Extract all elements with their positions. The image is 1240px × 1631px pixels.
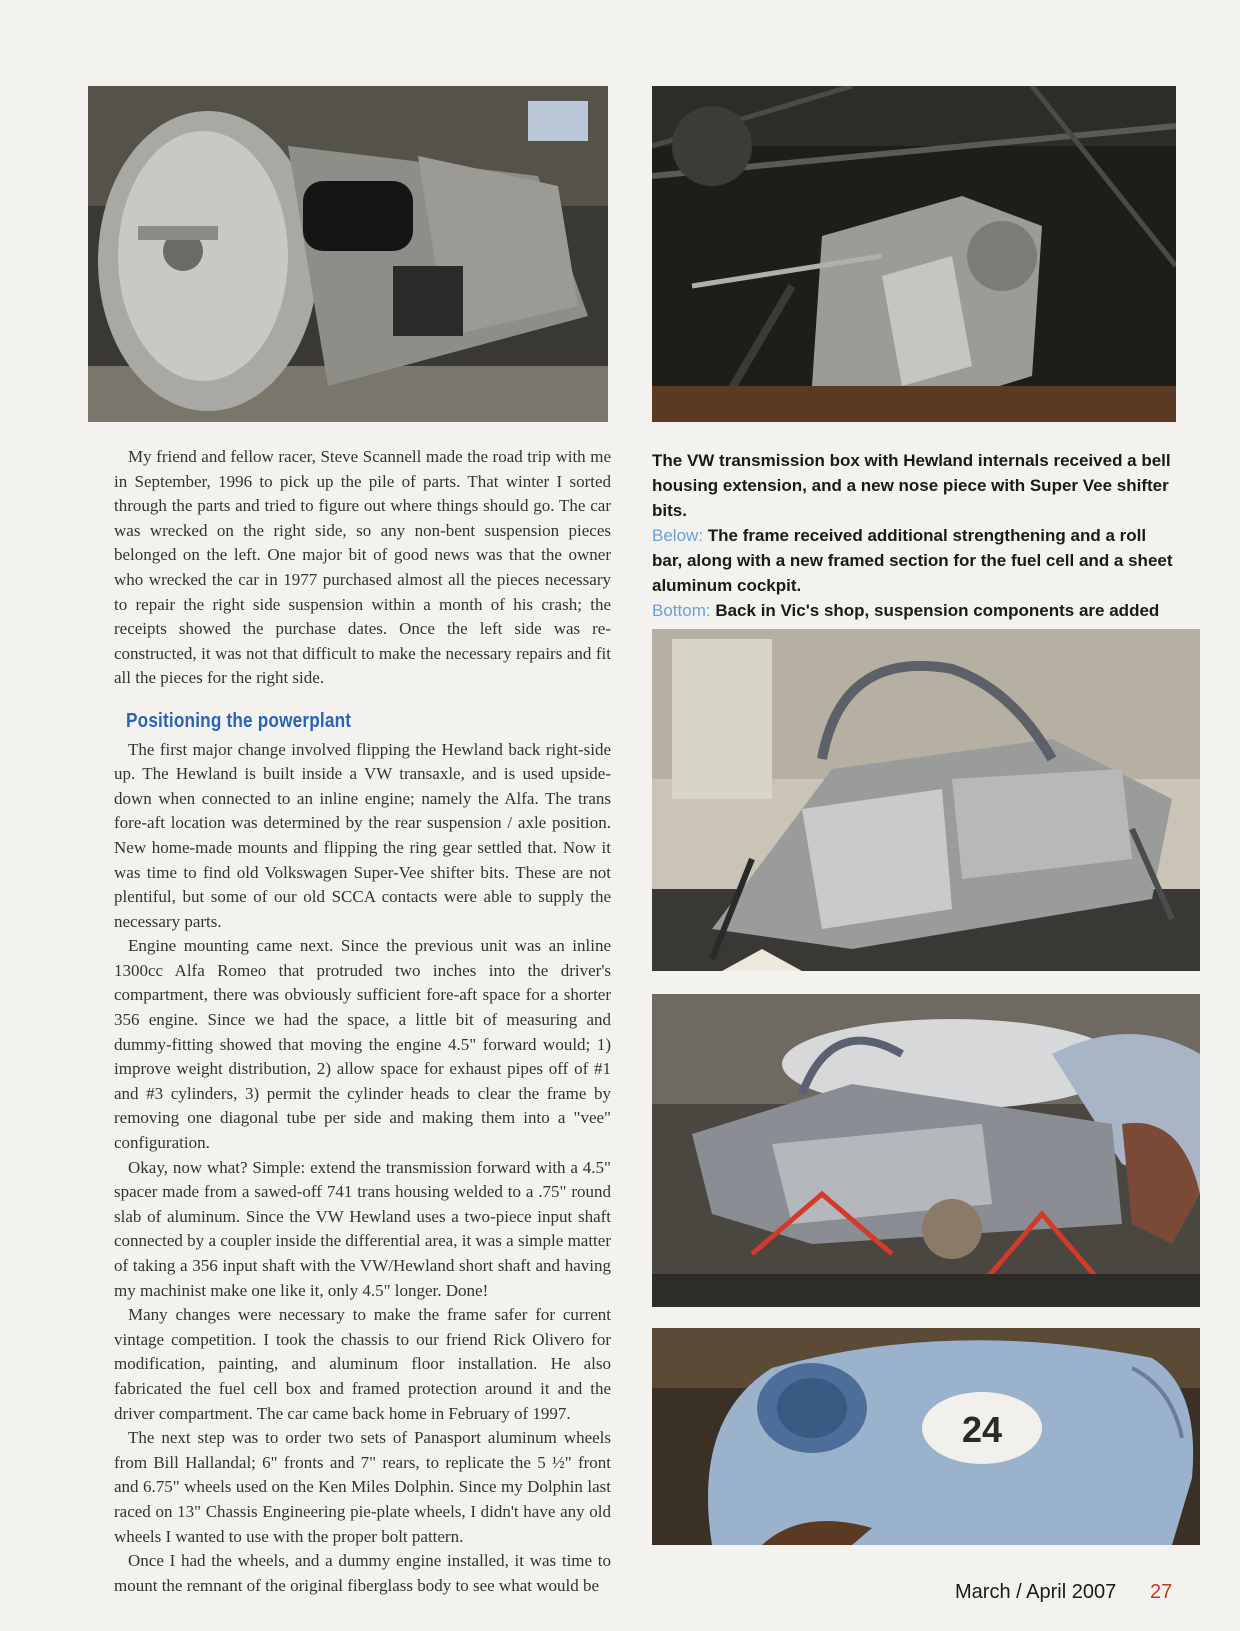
paragraph: Okay, now what? Simple: extend the transmission forward with a 4.5" spacer made from a sawed-off 741 trans housing welded to a .75" round slab of aluminum. Since the VW Hewland uses a two-piece input shaft connected by a coupler inside the differential area, it was a simple matter of taking a 356 input shaft with the VW/Hewland short shaft and having my machinist make one like it, only 4.5" longer. Done!: [114, 1157, 611, 1300]
photo-transmission: [88, 86, 608, 422]
caption-main: The VW transmission box with Hewland internals received a bell housing extension, and a new nose piece with Super Vee shifter bits.: [652, 451, 1171, 520]
photo-body: [652, 1328, 1200, 1545]
caption-below-text: The frame received additional strengthening and a roll bar, along with a new framed section for the fuel cell and a sheet aluminum cockpit.: [652, 526, 1173, 595]
paragraph: The next step was to order two sets of Panasport aluminum wheels from Bill Hallandal; 6" fronts and 7" rears, to replicate the 5 ½" front and 6.75" wheels used on the Ken Miles Dolphin. Since my Dolphin last raced on 13" Chassis Engineering pie-plate wheels, I didn't have any old wheels I wanted to use with the proper bolt pattern.: [114, 1428, 611, 1546]
paragraph: Many changes were necessary to make the frame safer for current vintage competition. I took the chassis to our friend Rick Olivero for modification, painting, and aluminum floor installation. He also fabricated the fuel cell box and framed protection around it and the driver compartment. The car came back home in February of 1997.: [114, 1305, 611, 1423]
photo-frame-engine: [652, 86, 1176, 422]
paragraph: My friend and fellow racer, Steve Scannell made the road trip with me in September, 1996 to pick up the pile of parts. That winter I sorted through the parts and tried to figure out where things should go. The car was wrecked on the right side, so any non-bent suspension pieces belonged on the left. One major bit of good news was that the owner who wrecked the car in 1977 purchased almost all the pieces necessary to repair the right side suspension within a month of his crash; the receipts showed the purchase dates. Once the left side was re-constructed, it was not that difficult to make the necessary repairs and fit all the pieces for the right side.: [114, 447, 611, 688]
caption-bottom-text: Back in Vic's shop, suspension components are added: [715, 601, 1160, 620]
section-heading: Positioning the powerplant: [126, 709, 352, 732]
photo-suspension: [652, 994, 1200, 1307]
body-number: 24: [961, 1409, 1003, 1450]
paragraph: Once I had the wheels, and a dummy engine installed, it was time to mount the remnant of the original fiberglass body to see what would be: [114, 1551, 611, 1595]
paragraph: The first major change involved flipping the Hewland back right-side up. The Hewland is built inside a VW transaxle, and is used upside-down when connected to an inline engine; namely the Alfa. The trans fore-aft location was determined by the rear suspension / axle position. New home-made mounts and flipping the ring gear settled that. Now it was time to find old Volkswagen Super-Vee shifter bits. These are not plentiful, but some of our old SCCA contacts were able to supply the necessary parts.: [114, 739, 611, 931]
page-number: 27: [1150, 1581, 1173, 1603]
caption-bottom-lead: Bottom:: [652, 601, 711, 620]
caption-below: [652, 523, 1176, 598]
photo-frame-shop: [652, 629, 1200, 971]
caption-below-lead: Below:: [652, 526, 704, 545]
paragraph: Engine mounting came next. Since the previous unit was an inline 1300cc Alfa Romeo that protruded two inches into the driver's compartment, there was obviously sufficient fore-aft space for a shorter 356 engine. Since we had the space, a little bit of measuring and dummy-fitting showed that moving the engine 4.5" forward would; 1) improve weight distribution, 2) allow space for exhaust pipes off of #1 and #3 cylinders, 3) permit the cylinder heads to clear the frame by removing one diagonal tube per side and making them into a "vee" configuration.: [114, 936, 611, 1153]
article-body: [114, 445, 611, 1598]
issue-date: March / April 2007: [955, 1581, 1117, 1603]
